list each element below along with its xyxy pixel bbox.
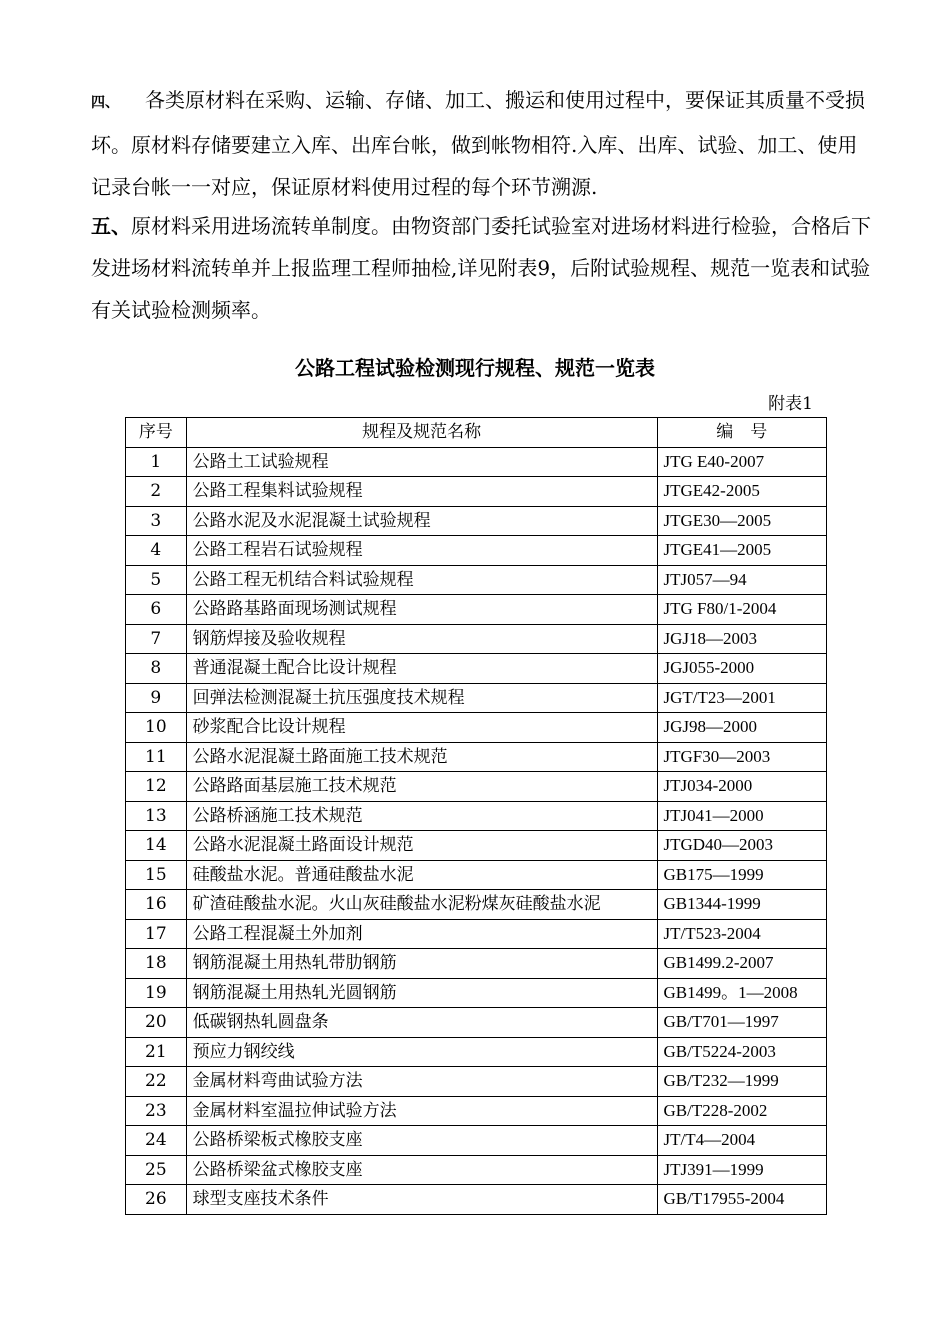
table-row xyxy=(126,949,827,979)
row-serial-number: 22 xyxy=(126,1067,187,1097)
table-row xyxy=(126,624,827,654)
row-regulation-name: 公路水泥混凝土路面施工技术规范 xyxy=(186,742,657,772)
row-serial-number: 10 xyxy=(126,713,187,743)
row-code: GB/T5224-2003 xyxy=(657,1037,827,1067)
table-row xyxy=(126,919,827,949)
table-row xyxy=(126,654,827,684)
table-row xyxy=(126,860,827,890)
table-row xyxy=(126,1008,827,1038)
row-code: GB/T232—1999 xyxy=(657,1067,827,1097)
row-serial-number: 6 xyxy=(126,595,187,625)
header-regulation-name: 规程及规范名称 xyxy=(186,418,657,448)
table-row xyxy=(126,477,827,507)
table-title: 公路工程试验检测现行规程、规范一览表 xyxy=(295,356,655,380)
table-row xyxy=(126,1126,827,1156)
row-serial-number: 17 xyxy=(126,919,187,949)
row-code: JGJ98—2000 xyxy=(657,713,827,743)
table-row xyxy=(126,565,827,595)
header-code: 编 号 xyxy=(657,418,827,448)
row-regulation-name: 公路路基路面现场测试规程 xyxy=(186,595,657,625)
table-row xyxy=(126,683,827,713)
row-regulation-name: 公路路面基层施工技术规范 xyxy=(186,772,657,802)
table-row xyxy=(126,1155,827,1185)
row-code: GB1499。1—2008 xyxy=(657,978,827,1008)
table-row xyxy=(126,536,827,566)
row-regulation-name: 公路工程集料试验规程 xyxy=(186,477,657,507)
row-regulation-name: 公路桥梁板式橡胶支座 xyxy=(186,1126,657,1156)
table-row xyxy=(126,1185,827,1215)
row-serial-number: 21 xyxy=(126,1037,187,1067)
row-regulation-name: 公路土工试验规程 xyxy=(186,447,657,477)
regulations-table xyxy=(125,417,827,1215)
row-code: JGT/T23—2001 xyxy=(657,683,827,713)
paragraph-five-text: 原材料采用进场流转单制度。由物资部门委托试验室对进场材料进行检验，合格后下发进场材料流转单并上报监理工程师抽检,详见附表9，后附试验规程、规范一览表和试验有关试验检测频率。 xyxy=(91,214,871,322)
row-code: GB/T228-2002 xyxy=(657,1096,827,1126)
row-code: GB/T701—1997 xyxy=(657,1008,827,1038)
row-regulation-name: 金属材料弯曲试验方法 xyxy=(186,1067,657,1097)
row-serial-number: 12 xyxy=(126,772,187,802)
row-code: JTGD40—2003 xyxy=(657,831,827,861)
row-code: JTGF30—2003 xyxy=(657,742,827,772)
row-regulation-name: 金属材料室温拉伸试验方法 xyxy=(186,1096,657,1126)
row-code: GB175—1999 xyxy=(657,860,827,890)
row-regulation-name: 矿渣硅酸盐水泥。火山灰硅酸盐水泥粉煤灰硅酸盐水泥 xyxy=(186,890,657,920)
row-serial-number: 16 xyxy=(126,890,187,920)
row-code: JTJ041—2000 xyxy=(657,801,827,831)
row-code: GB1499.2-2007 xyxy=(657,949,827,979)
row-code: JGJ055-2000 xyxy=(657,654,827,684)
row-regulation-name: 普通混凝土配合比设计规程 xyxy=(186,654,657,684)
row-regulation-name: 公路工程混凝土外加剂 xyxy=(186,919,657,949)
row-serial-number: 20 xyxy=(126,1008,187,1038)
row-code: JTGE41—2005 xyxy=(657,536,827,566)
row-code: JTJ391—1999 xyxy=(657,1155,827,1185)
row-serial-number: 9 xyxy=(126,683,187,713)
row-serial-number: 13 xyxy=(126,801,187,831)
row-serial-number: 19 xyxy=(126,978,187,1008)
row-serial-number: 2 xyxy=(126,477,187,507)
row-serial-number: 18 xyxy=(126,949,187,979)
row-regulation-name: 公路水泥混凝土路面设计规范 xyxy=(186,831,657,861)
row-code: JTJ057—94 xyxy=(657,565,827,595)
table-row xyxy=(126,506,827,536)
row-serial-number: 5 xyxy=(126,565,187,595)
paragraph-four-number: 四、 xyxy=(91,95,119,111)
table-row xyxy=(126,742,827,772)
row-regulation-name: 公路桥涵施工技术规范 xyxy=(186,801,657,831)
row-serial-number: 15 xyxy=(126,860,187,890)
row-serial-number: 1 xyxy=(126,447,187,477)
table-row xyxy=(126,831,827,861)
row-serial-number: 8 xyxy=(126,654,187,684)
row-regulation-name: 钢筋混凝土用热轧带肋钢筋 xyxy=(186,949,657,979)
table-row xyxy=(126,713,827,743)
row-serial-number: 23 xyxy=(126,1096,187,1126)
row-serial-number: 26 xyxy=(126,1185,187,1215)
appendix-label: 附表1 xyxy=(768,394,813,414)
table-row xyxy=(126,801,827,831)
row-code: JT/T4—2004 xyxy=(657,1126,827,1156)
row-code: JTJ034-2000 xyxy=(657,772,827,802)
row-serial-number: 7 xyxy=(126,624,187,654)
table-row xyxy=(126,1067,827,1097)
row-regulation-name: 钢筋焊接及验收规程 xyxy=(186,624,657,654)
row-regulation-name: 公路水泥及水泥混凝土试验规程 xyxy=(186,506,657,536)
table-body xyxy=(126,447,827,1214)
paragraph-four xyxy=(91,79,871,208)
row-code: JT/T523-2004 xyxy=(657,919,827,949)
row-regulation-name: 低碳钢热轧圆盘条 xyxy=(186,1008,657,1038)
row-serial-number: 25 xyxy=(126,1155,187,1185)
row-regulation-name: 钢筋混凝土用热轧光圆钢筋 xyxy=(186,978,657,1008)
row-code: JGJ18—2003 xyxy=(657,624,827,654)
row-regulation-name: 硅酸盐水泥。普通硅酸盐水泥 xyxy=(186,860,657,890)
row-serial-number: 11 xyxy=(126,742,187,772)
row-regulation-name: 球型支座技术条件 xyxy=(186,1185,657,1215)
table-row xyxy=(126,595,827,625)
row-code: JTGE30—2005 xyxy=(657,506,827,536)
row-code: JTGE42-2005 xyxy=(657,477,827,507)
paragraph-four-text: 各类原材料在采购、运输、存储、加工、搬运和使用过程中，要保证其质量不受损坏。原材料存储要建立入库、出库台帐，做到帐物相符.入库、出库、试验、加工、使用记录台帐一一对应，保证原材料使用过程的每个环节溯源. xyxy=(91,88,865,199)
row-serial-number: 14 xyxy=(126,831,187,861)
row-serial-number: 4 xyxy=(126,536,187,566)
table-row xyxy=(126,890,827,920)
table-row xyxy=(126,1037,827,1067)
row-code: GB1344-1999 xyxy=(657,890,827,920)
header-serial-number: 序号 xyxy=(126,418,187,448)
table-row xyxy=(126,1096,827,1126)
paragraph-five xyxy=(91,205,871,331)
row-regulation-name: 公路工程无机结合料试验规程 xyxy=(186,565,657,595)
row-regulation-name: 公路桥梁盆式橡胶支座 xyxy=(186,1155,657,1185)
table-row xyxy=(126,772,827,802)
row-code: JTG F80/1-2004 xyxy=(657,595,827,625)
row-serial-number: 24 xyxy=(126,1126,187,1156)
row-regulation-name: 预应力钢绞线 xyxy=(186,1037,657,1067)
table-header-row xyxy=(126,418,827,448)
paragraph-five-number: 五、 xyxy=(91,214,131,238)
row-regulation-name: 砂浆配合比设计规程 xyxy=(186,713,657,743)
row-code: GB/T17955-2004 xyxy=(657,1185,827,1215)
table-row xyxy=(126,447,827,477)
row-code: JTG E40-2007 xyxy=(657,447,827,477)
table-row xyxy=(126,978,827,1008)
row-serial-number: 3 xyxy=(126,506,187,536)
row-regulation-name: 公路工程岩石试验规程 xyxy=(186,536,657,566)
row-regulation-name: 回弹法检测混凝土抗压强度技术规程 xyxy=(186,683,657,713)
